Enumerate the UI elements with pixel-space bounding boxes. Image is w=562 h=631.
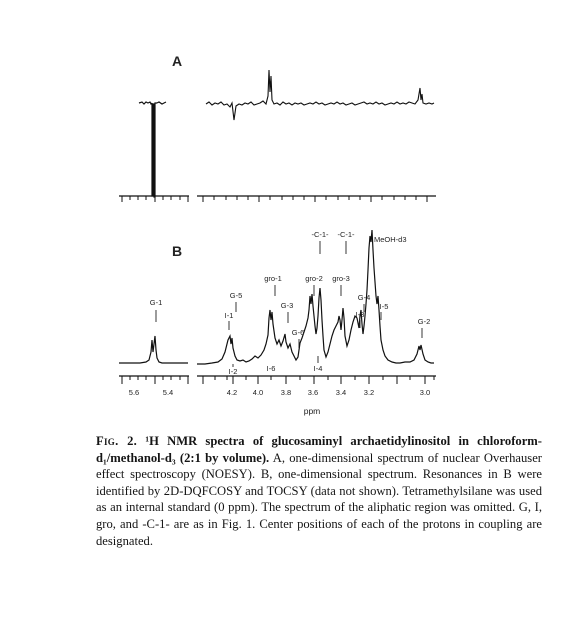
peak-label: MeOH-d3 xyxy=(374,235,407,244)
peak-label: G-1 xyxy=(149,298,163,307)
tick-label: 3.4 xyxy=(335,388,347,397)
peak-label: G-5 xyxy=(229,291,243,300)
tick-label: 3.2 xyxy=(363,388,375,397)
tick-label: 3.0 xyxy=(419,388,431,397)
tick-label: 4.0 xyxy=(252,388,264,397)
caption-label: Fig. 2. xyxy=(96,434,138,448)
peak-label: -C-1- xyxy=(311,230,329,239)
spectrum-b-left xyxy=(119,336,188,363)
caption-body: A, one-dimensional spectrum of nuclear Overhauser effect spectroscopy (NOESY). B, one-dimensional spectrum. Resonances in B were identified by 2D-DQFCOSY and TOCSY (data not shown). Tetramethylsilane was used as an internal standard (0 ppm). The spectrum of the aliphatic region was omitted. G, I, gro, and -C-1- are as in Fig. 1. Center positions of each of the protons in coupling are designated. xyxy=(96,450,542,548)
tick-label: 4.2 xyxy=(226,388,238,397)
peak-label: I-5 xyxy=(379,302,389,311)
tick-label: 5.6 xyxy=(128,388,140,397)
peak-label: I-1 xyxy=(224,311,234,320)
peak-label: I-4 xyxy=(313,364,323,373)
peak-label: G-3 xyxy=(280,301,294,310)
peak-label: I-3 xyxy=(355,310,365,319)
peak-label: -C-1- xyxy=(337,230,355,239)
peak-label: gro-1 xyxy=(264,274,282,283)
tick-label: 3.8 xyxy=(280,388,292,397)
noesy-trace-left xyxy=(139,102,166,197)
panel-a-axis xyxy=(119,196,436,202)
peak-label: gro-3 xyxy=(332,274,350,283)
peak-label: G-4 xyxy=(357,293,371,302)
caption-title: ¹H NMR spectra of glucosaminyl archaetidylinositol in chloroform-d₁/methanol-d₃ (2:1 by volume). xyxy=(96,434,542,465)
x-axis-label: ppm xyxy=(303,406,321,416)
peak-label: I-2 xyxy=(228,367,238,376)
tick-label: 3.6 xyxy=(307,388,319,397)
tick-label: 5.4 xyxy=(162,388,174,397)
panel-a-label: A xyxy=(172,53,183,69)
peak-label: G-2 xyxy=(417,317,431,326)
panel-b-label: B xyxy=(172,243,183,259)
noesy-trace-right xyxy=(206,70,434,120)
peak-label: I-6 xyxy=(266,364,276,373)
peak-label: gro-2 xyxy=(305,274,323,283)
figure-caption xyxy=(96,433,542,549)
peak-label: G-6 xyxy=(291,328,305,337)
panel-b-axis xyxy=(119,376,436,384)
